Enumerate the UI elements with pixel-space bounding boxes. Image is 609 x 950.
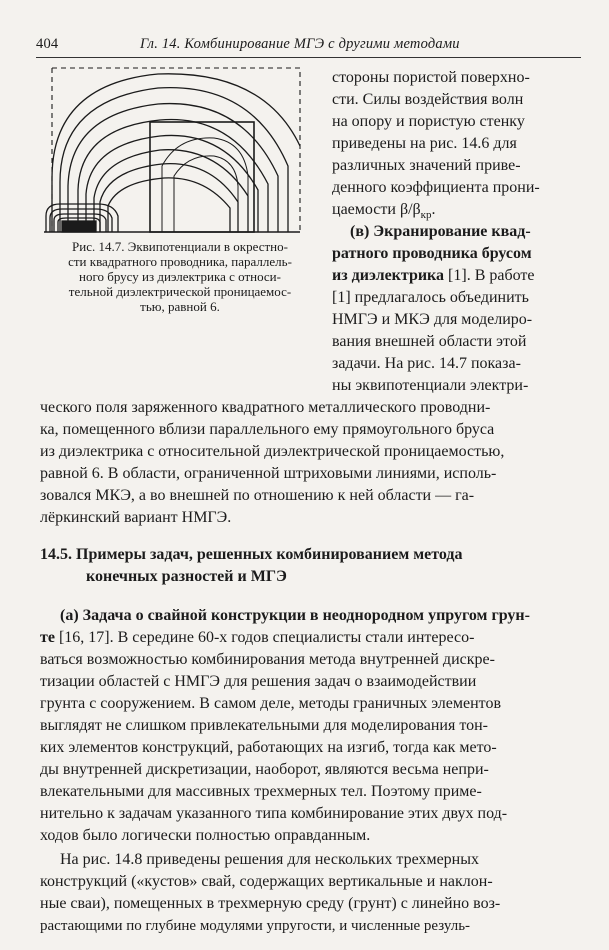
text-line: стороны пористой поверхно- (332, 69, 530, 86)
text-line: НМГЭ и МКЭ для моделиро- (332, 311, 533, 328)
text-line: различных значений приве- (332, 157, 521, 174)
square-conductor (62, 221, 96, 232)
text-fragment: [16, 17]. В середине 60-х годов специалисты стали интересо- (54, 629, 475, 646)
text-line: лёркинский вариант НМГЭ. (40, 509, 232, 526)
caption-line: ного брусу из диэлектрика с относи- (79, 269, 281, 284)
header-rule (36, 57, 581, 58)
text-line: из диэлектрика с относительной диэлектрической проницаемостью, (40, 443, 505, 460)
subsection-a-title: те (40, 629, 55, 646)
text-line: задачи. На рис. 14.7 показа- (332, 355, 521, 372)
period: . (431, 201, 436, 218)
running-title: Гл. 14. Комбинирование МГЭ с другими методами (140, 36, 460, 52)
equipotential-6 (94, 150, 248, 232)
equipotential-8 (108, 178, 230, 232)
text-line: нительно к задачам указанного типа комбинирование этих двух под- (40, 805, 508, 822)
caption-line: тью, равной 6. (140, 299, 220, 314)
text-line: на опору и пористую стенку (332, 113, 525, 130)
text-line: тизации областей с НМГЭ для решения задач о взаимодействии (40, 673, 477, 690)
text-line: ны эквипотенциали электри- (332, 377, 529, 394)
text-line: ды внутренней дискретизации, наоборот, являются весьма непри- (40, 761, 489, 778)
text-line: ких элементов конструкций, работающих на изгиб, тогда как мето- (40, 739, 497, 756)
text-line: вания внешней области этой (332, 333, 527, 350)
text-line: приведены на рис. 14.6 для (332, 135, 517, 152)
text-line: ходов было логически полностью оправданным. (40, 827, 371, 844)
text-fragment: [1]. В работе (444, 267, 535, 284)
equipotential-figure (38, 66, 322, 236)
subsection-b-title: ратного проводника брусом (332, 245, 532, 262)
section-heading (40, 546, 463, 564)
figure-caption (40, 239, 320, 314)
caption-line: тельной диэлектрической проницаемос- (68, 284, 292, 299)
text-line: ные сваи), помещенных в трехмерную среду (грунт) с линейно воз- (40, 895, 501, 912)
subscript-kr: кр (420, 209, 432, 222)
beta-ratio: цаемости β/β (332, 201, 421, 218)
text-line: ка, помещенного вблизи параллельного ему прямоугольного бруса (40, 421, 495, 438)
text-line: растающими по глубине модулями упругости, и численные резуль- (40, 918, 471, 934)
text-line: зовался МКЭ, а во внешней по отношению к ней области — га- (40, 487, 475, 504)
text-line: конструкций («кустов» свай, содержащих вертикальные и наклон- (40, 873, 493, 890)
page-number: 404 (36, 36, 59, 52)
text-line: влекательными для массивных трехмерных тел. Поэтому приме- (40, 783, 482, 800)
equipotential-4 (78, 120, 268, 232)
text-line (332, 266, 534, 286)
text-line: выглядят не слишком привлекательными для моделирования тон- (40, 717, 488, 734)
text-line: грунта с сооружением. В самом деле, методы граничных элементов (40, 695, 501, 712)
section-heading-line2: конечных разностей и МГЭ (86, 568, 287, 585)
dielectric-contour-1 (162, 138, 248, 232)
text-line: ческого поля заряженного квадратного металлического проводни- (40, 399, 491, 416)
caption-line: сти квадратного проводника, параллель- (68, 254, 292, 269)
equipotential-7 (100, 164, 238, 232)
text-line: ваться возможностью комбинирования метода внутренней дискре- (40, 651, 495, 668)
text-line: денного коэффициента прони- (332, 179, 540, 196)
section-number: 14.5. (40, 546, 72, 563)
section-title: Примеры задач, решенных комбинированием метода (76, 546, 463, 563)
caption-line: Рис. 14.7. Эквипотенциали в окрестно- (72, 239, 288, 254)
text-line (40, 628, 474, 648)
dielectric-contour-2 (174, 156, 238, 232)
text-line: [1] предлагалось объединить (332, 289, 529, 306)
subsection-a-title: (а) Задача о свайной конструкции в неоднородном упругом грун- (60, 607, 530, 624)
text-line: сти. Силы воздействия волн (332, 91, 524, 108)
subsection-b-title: из диэлектрика (332, 267, 445, 284)
subsection-b-title: (в) Экранирование квад- (350, 223, 531, 240)
text-line: равной 6. В области, ограниченной штриховыми линиями, исполь- (40, 465, 497, 482)
text-line: На рис. 14.8 приведены решения для нескольких трехмерных (60, 851, 479, 868)
